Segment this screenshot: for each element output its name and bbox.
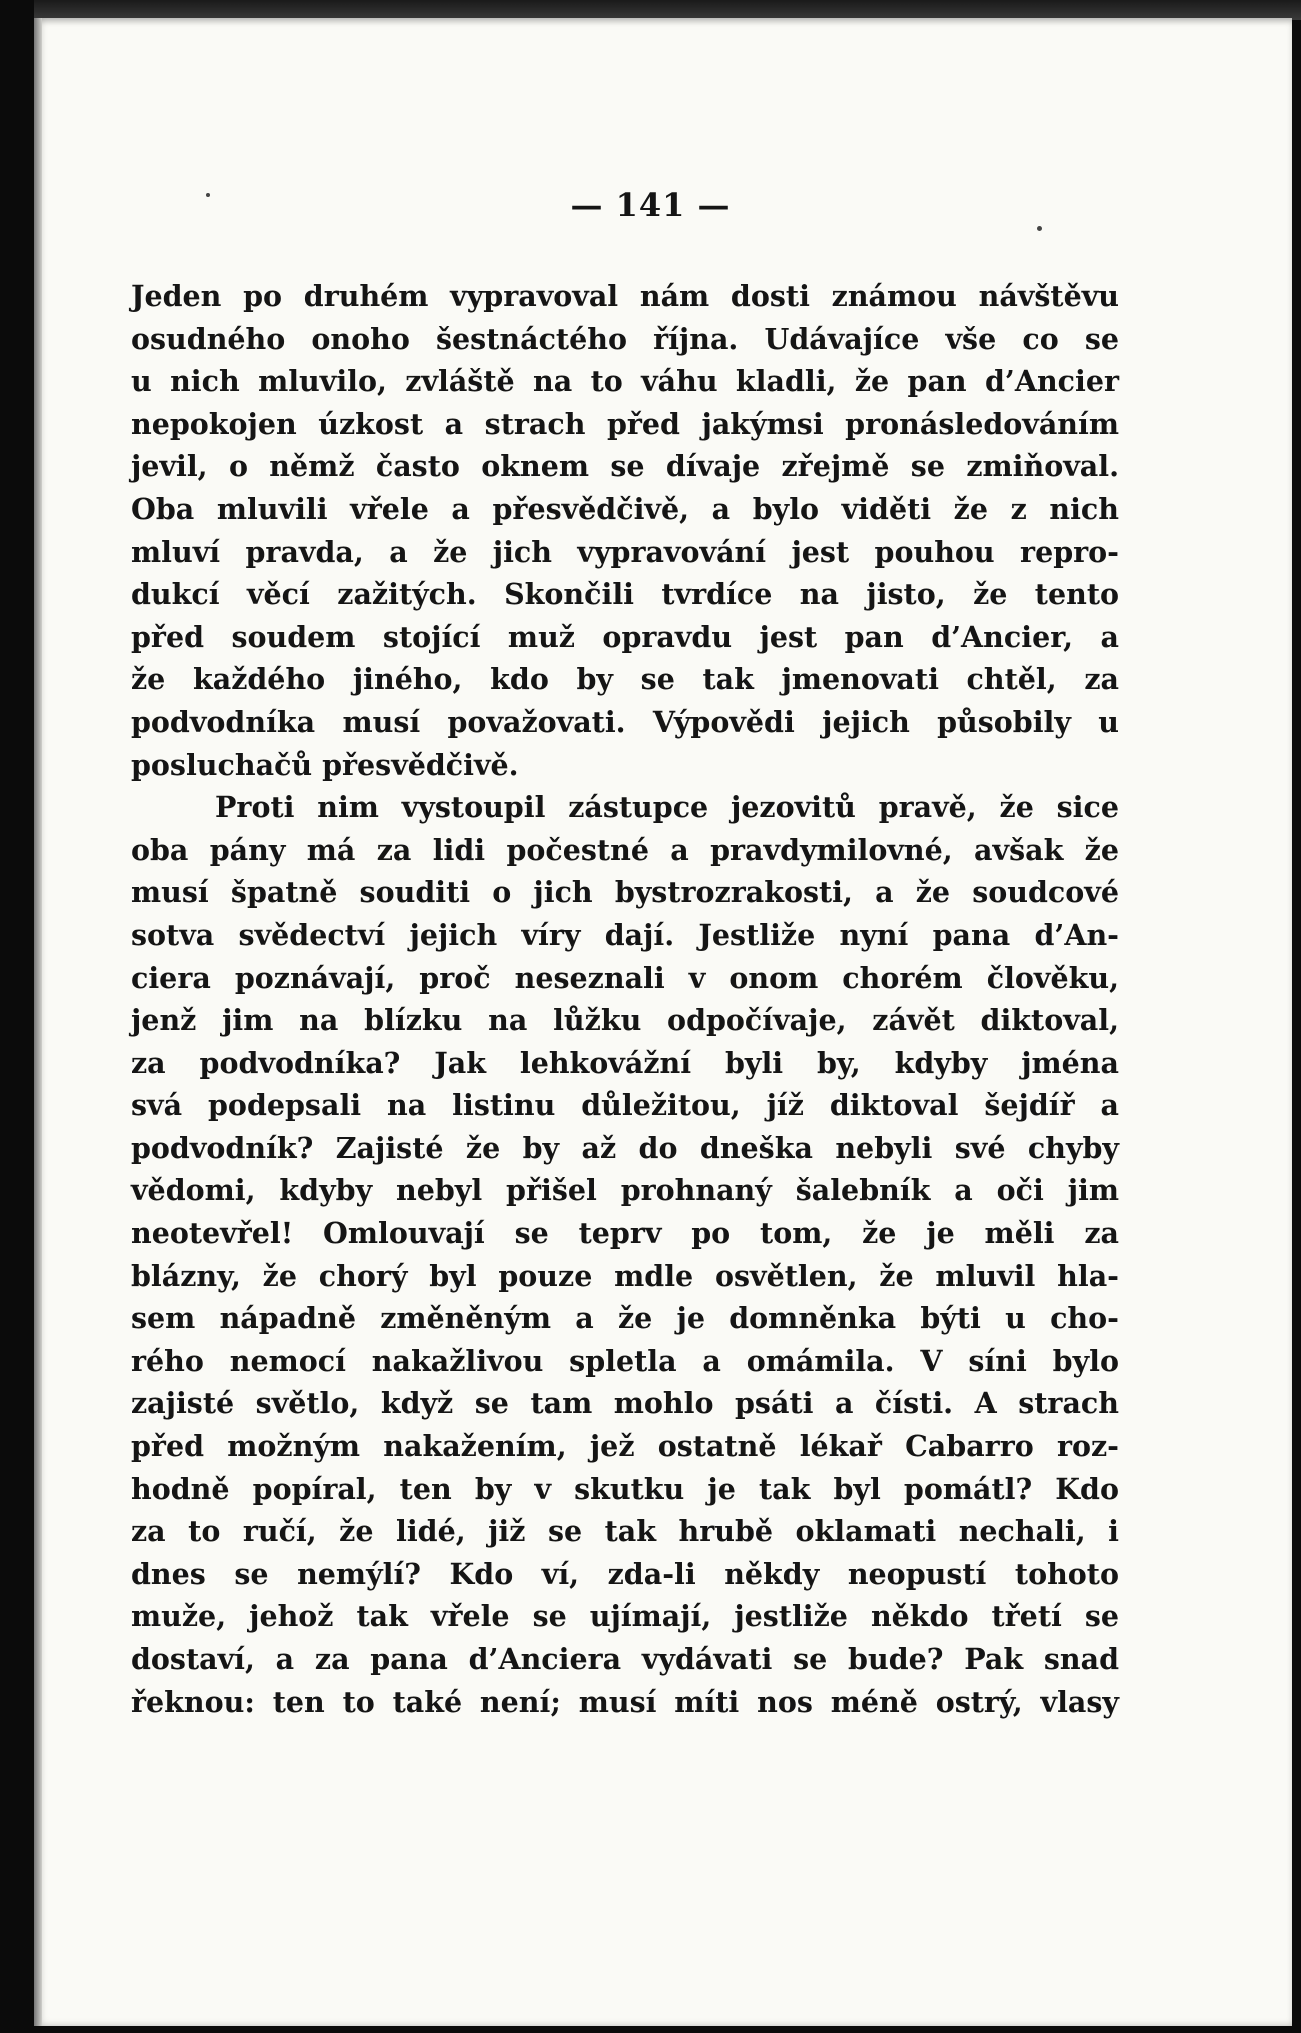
text-line: Proti nim vystoupil zástupce jezovitů pravě, že sice (215, 790, 1119, 825)
text-line: před soudem stojící muž opravdu jest pan d’Ancier, a (131, 619, 1119, 654)
text-line: vědomi, kdyby nebyl přišel prohnaný šalebník a oči jim (131, 1173, 1119, 1208)
text-line: posluchačů přesvědčivě. (131, 747, 519, 782)
text-line: za to ručí, že lidé, již se tak hrubě oklamati nechali, i (131, 1514, 1119, 1549)
text-line: Jeden po druhém vypravoval nám dosti známou návštěvu (131, 279, 1119, 313)
text-line: podvodníka musí považovati. Výpovědi jejich působily u (131, 704, 1119, 739)
text-line: řeknou: ten to také není; musí míti nos méně ostrý, vlasy (131, 1684, 1119, 1719)
page-left-edge (34, 18, 42, 2026)
text-line: podvodník? Zajisté že by až do dneška nebyli své chyby (131, 1130, 1119, 1165)
text-line: musí špatně souditi o jich bystrozrakosti, a že soudcové (131, 875, 1119, 910)
text-line: osudného onoho šestnáctého října. Udávajíce vše co se (131, 321, 1119, 356)
text-line: svá podepsali na listinu důležitou, jíž diktoval šejdíř a (131, 1088, 1119, 1123)
text-line: sotva svědectví jejich víry dají. Jestliže nyní pana d’An- (131, 917, 1119, 952)
text-line: před možným nakažením, jež ostatně lékař Cabarro roz- (131, 1429, 1119, 1464)
text-line: jenž jim na blízku na lůžku odpočívaje, závět diktoval, (131, 1003, 1119, 1038)
text-line: ciera poznávají, proč neseznali v onom chorém člověku, (131, 960, 1119, 995)
text-line: dukcí věcí zažitých. Skončili tvrdíce na jisto, že tento (131, 577, 1119, 612)
text-line: neotevřel! Omlouvají se teprv po tom, že je měli za (131, 1216, 1119, 1251)
text-line: nepokojen úzkost a strach před jakýmsi pronásledováním (131, 406, 1119, 441)
text-line: u nich mluvilo, zvláště na to váhu kladli, že pan d’Ancier (131, 364, 1119, 399)
text-line: za podvodníka? Jak lehkovážní byli by, kdyby jména (131, 1045, 1119, 1080)
scan-top-shadow (34, 0, 1301, 20)
text-line: muže, jehož tak vřele se ujímají, jestliže někdo třetí se (131, 1599, 1119, 1634)
text-line: Oba mluvili vřele a přesvědčivě, a bylo viděti že z nich (131, 491, 1119, 526)
text-line: dostaví, a za pana d’Anciera vydávati se bude? Pak snad (131, 1642, 1119, 1676)
text-line: oba pány má za lidi počestné a pravdymilovné, avšak že (131, 832, 1119, 867)
text-line: rého nemocí nakažlivou spletla a omámila. V síni bylo (131, 1343, 1119, 1378)
page-number: — 141 — (570, 186, 731, 224)
text-line: jevil, o němž často oknem se dívaje zřejmě se zmiňoval. (131, 449, 1119, 484)
text-line: dnes se nemýlí? Kdo ví, zda-li někdy neopustí tohoto (131, 1556, 1119, 1591)
body-text (131, 275, 1119, 1723)
text-line: mluví pravda, a že jich vypravování jest pouhou repro- (131, 534, 1119, 569)
text-line: blázny, že chorý byl pouze mdle osvětlen, že mluvil hla- (131, 1258, 1119, 1293)
text-line: zajisté světlo, když se tam mohlo psáti a čísti. A strach (131, 1386, 1119, 1421)
text-line: hodně popíral, ten by v skutku je tak byl pomátl? Kdo (131, 1471, 1119, 1506)
text-line: že každého jiného, kdo by se tak jmenovati chtěl, za (131, 662, 1119, 697)
text-line: sem nápadně změněným a že je domněnka býti u cho- (131, 1301, 1119, 1336)
print-speck (1037, 226, 1042, 231)
